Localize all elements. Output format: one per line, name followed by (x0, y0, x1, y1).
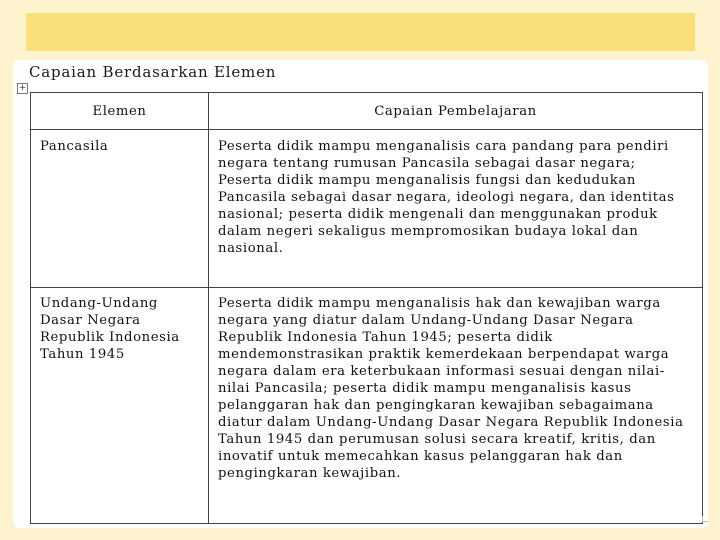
move-cross-icon[interactable]: + (18, 83, 27, 93)
achievement-table (30, 92, 703, 524)
page-heading: Capaian Berdasarkan Elemen (29, 63, 277, 81)
column-header-elemen: Elemen (31, 93, 209, 130)
table-header-row (31, 93, 703, 130)
title-bar (26, 13, 695, 51)
elemen-cell: Undang-Undang Dasar Negara Republik Indonesia Tahun 1945 (31, 288, 209, 524)
resize-corner-icon (702, 516, 708, 522)
elemen-cell: Pancasila (31, 130, 209, 288)
capaian-cell: Peserta didik mampu menganalisis cara pandang para pendiri negara tentang rumusan Pancasila sebagai dasar negara; Peserta didik mampu menganalisis fungsi dan kedudukan Pancasila sebagai dasar negara, ideologi negara, dan identitas nasional; peserta didik mengenali dan menggunakan produk dalam negeri sekaligus mempromosikan budaya lokal dan nasional. (209, 130, 703, 288)
capaian-cell: Peserta didik mampu menganalisis hak dan kewajiban warga negara yang diatur dalam Undang-Undang Dasar Negara Republik Indonesia Tahun 1945; peserta didik mendemonstrasikan praktik kemerdekaan berpendapat warga negara dalam era keterbukaan informasi sesuai dengan nilai-nilai Pancasila; peserta didik mampu menganalisis kasus pelanggaran hak dan pengingkaran kewajiban sebagaimana diatur dalam Undang-Undang Dasar Negara Republik Indonesia Tahun 1945 dan perumusan solusi secara kreatif, kritis, dan inovatif untuk memecahkan kasus pelanggaran hak dan pengingkaran kewajiban. (209, 288, 703, 524)
table-row (31, 130, 703, 288)
column-header-capaian: Capaian Pembelajaran (209, 93, 703, 130)
table-row (31, 288, 703, 524)
